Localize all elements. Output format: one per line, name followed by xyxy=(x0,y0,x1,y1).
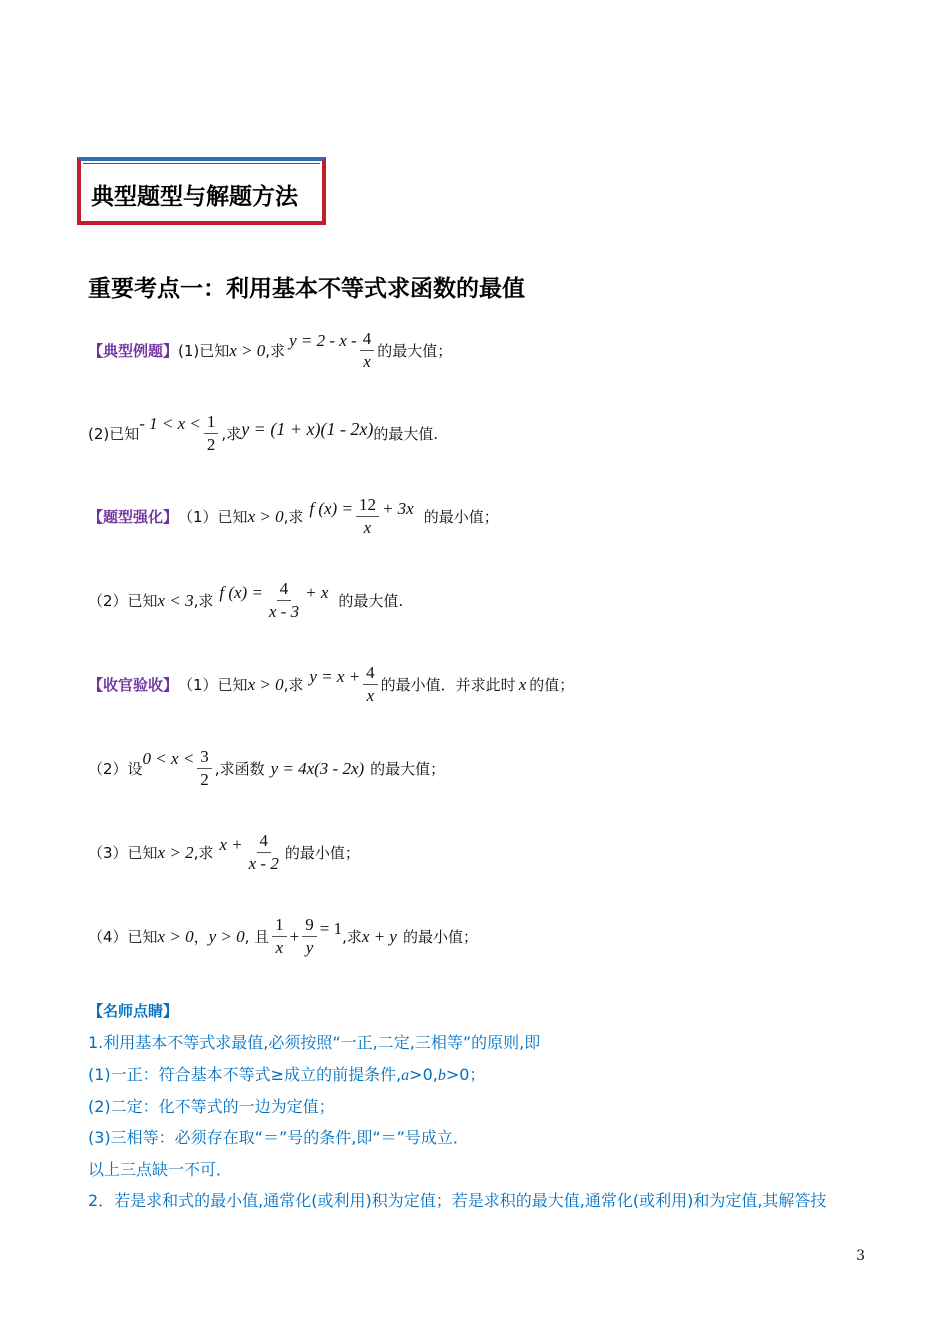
tips-line-6: 2．若是求和式的最小值,通常化(或利用)积为定值；若是求积的最大值,通常化(或利用)和为定值,其解答技 xyxy=(88,1191,827,1210)
topic-heading: 重要考点一：利用基本不等式求函数的最值 xyxy=(88,276,525,302)
section-title: 典型题型与解题方法 xyxy=(91,184,298,210)
fraction: $\frac{12}{x}$ xyxy=(356,494,379,539)
closing-problem-4: （4）已知 x > 0 ， y > 0 , 且 $\frac{1}{x}$ + $\frac{9}{y}$ = 1 ,求 x + y 的最小值； xyxy=(88,915,478,957)
fraction: $\frac{4}{x}$ xyxy=(360,328,375,373)
closing-problem-3: （3）已知 x > 2 ,求 x + $\frac{4}{x - 2}$ 的最小值； xyxy=(88,831,360,873)
fraction: $\frac{4}{x}$ xyxy=(363,662,378,707)
closing-problem-2: （2）设 0 < x < $\frac{3}{2}$ ,求函数 y = 4x(3 - 2x) 的最大值； xyxy=(88,747,446,789)
reinforce-tag: 【题型强化】 xyxy=(88,508,179,526)
fraction: $\frac{4}{x - 3}$ xyxy=(268,579,300,621)
example-problem-2: (2)已知 - 1 < x < $\frac{1}{2}$ ,求 y = (1 + x)(1 - 2x) 的最大值. xyxy=(88,412,439,454)
tips-tag: 【名师点睛】 xyxy=(88,1002,179,1020)
section-title-box xyxy=(77,157,326,225)
tips-line-5: 以上三点缺一不可． xyxy=(88,1160,233,1179)
closing-tag: 【收官验收】 xyxy=(88,676,179,694)
page-number: 3 xyxy=(856,1248,865,1264)
tips-line-1: 1.利用基本不等式求最值,必须按照“一正,二定,三相等”的原则,即 xyxy=(88,1033,541,1052)
reinforce-problem-1: 【题型强化】 （1）已知 x > 0 ,求 f (x) = $\frac{12}{x}$ + 3x 的最小值； xyxy=(88,495,499,537)
fraction: $\frac{1}{x}$ xyxy=(272,914,287,959)
fraction: $\frac{9}{y}$ xyxy=(302,914,317,959)
fraction: $\frac{3}{2}$ xyxy=(197,746,212,791)
reinforce-problem-2: （2）已知 x < 3 ,求 f (x) = $\frac{4}{x - 3}$ + x 的最大值. xyxy=(88,579,404,621)
fraction: $\frac{1}{2}$ xyxy=(204,411,219,456)
tips-line-2: (1)一正：符合基本不等式≥成立的前提条件,a>0,b>0； xyxy=(88,1065,486,1084)
example-tag: 【典型例题】 xyxy=(88,342,179,360)
closing-problem-1: 【收官验收】 （1）已知 x > 0 ,求 y = x + $\frac{4}{x}$ 的最小值．并求此时 x 的值； xyxy=(88,663,575,705)
fraction: $\frac{4}{x - 2}$ xyxy=(248,831,279,873)
tips-line-3: (2)二定：化不等式的一边为定值； xyxy=(88,1097,335,1116)
example-problem-1: 【典型例题】 (1)已知 x > 0 ,求 y = 2 - x - $\frac{4}{x}$ 的最大值； xyxy=(88,329,453,371)
tips-line-4: (3)三相等：必须存在取“＝”号的条件,即“＝”号成立． xyxy=(88,1128,469,1147)
